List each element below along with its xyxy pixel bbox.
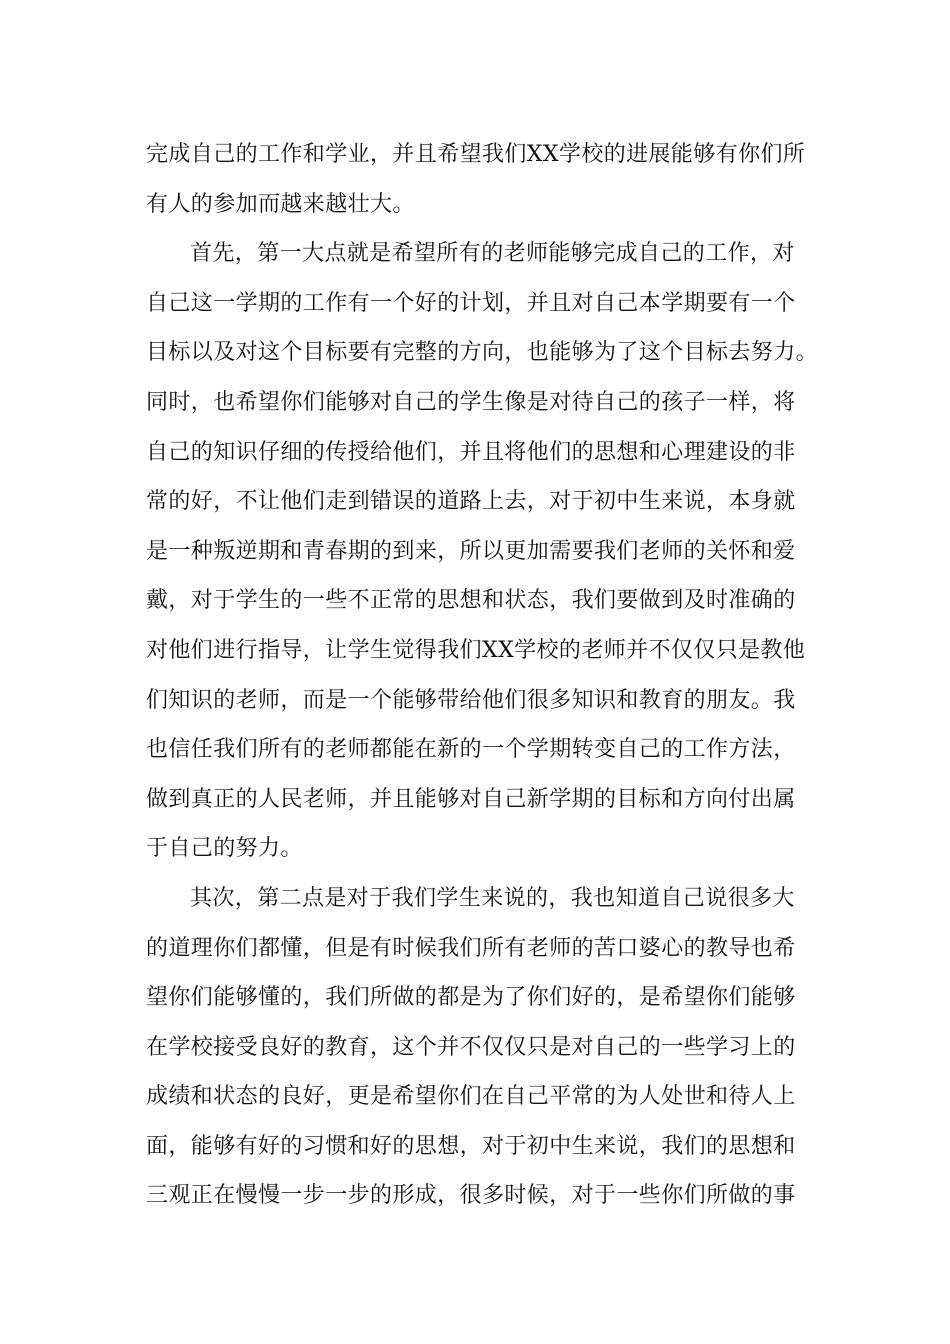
text-line: 完成自己的工作和学业，并且希望我们XX学校的进展能够有你们所 [146,142,806,167]
text-line: 目标以及对这个目标要有完整的方向，也能够为了这个目标去努力。 [146,340,819,366]
text-line: 对他们进行指导，让学生觉得我们XX学校的老师并不仅仅只是教他 [146,637,806,663]
text-line: 在学校接受良好的教育，这个并不仅仅只是对自己的一些学习上的 [146,1034,796,1060]
text-line: 成绩和状态的良好，更是希望你们在自己平常的为人处世和待人上 [146,1084,796,1110]
text-line: 常的好，不让他们走到错误的道路上去，对于初中生来说，本身就 [146,489,796,515]
text-line: 的道理你们都懂，但是有时候我们所有老师的苦口婆心的教导也希 [146,935,796,961]
text-line: 有人的参加而越来越壮大。 [146,191,415,217]
text-line: 戴，对于学生的一些不正常的思想和状态，我们要做到及时准确的 [146,588,796,614]
text-line: 们知识的老师，而是一个能够带给他们很多知识和教育的朋友。我 [146,687,796,713]
text-line: 同时，也希望你们能够对自己的学生像是对待自己的孩子一样，将 [146,389,796,415]
text-line: 三观正在慢慢一步一步的形成，很多时候，对于一些你们所做的事 [146,1183,796,1209]
text-line: 于自己的努力。 [146,836,303,862]
text-line: 自己的知识仔细的传授给他们，并且将他们的思想和心理建设的非 [146,439,796,465]
text-line: 望你们能够懂的，我们所做的都是为了你们好的，是希望你们能够 [146,985,796,1011]
body-text [146,130,826,1221]
text-line: 面，能够有好的习惯和好的思想，对于初中生来说，我们的思想和 [146,1133,796,1159]
text-line: 自己这一学期的工作有一个好的计划，并且对自己本学期要有一个 [146,290,796,316]
paragraph-start-line: 其次，第二点是对于我们学生来说的，我也知道自己说很多大 [190,885,795,911]
paragraph-start-line: 首先，第一大点就是希望所有的老师能够完成自己的工作，对 [190,241,795,267]
text-line: 是一种叛逆期和青春期的到来，所以更加需要我们老师的关怀和爱 [146,538,796,564]
text-line: 做到真正的人民老师，并且能够对自己新学期的目标和方向付出属 [146,786,796,812]
text-line: 也信任我们所有的老师都能在新的一个学期转变自己的工作方法， [146,737,796,763]
